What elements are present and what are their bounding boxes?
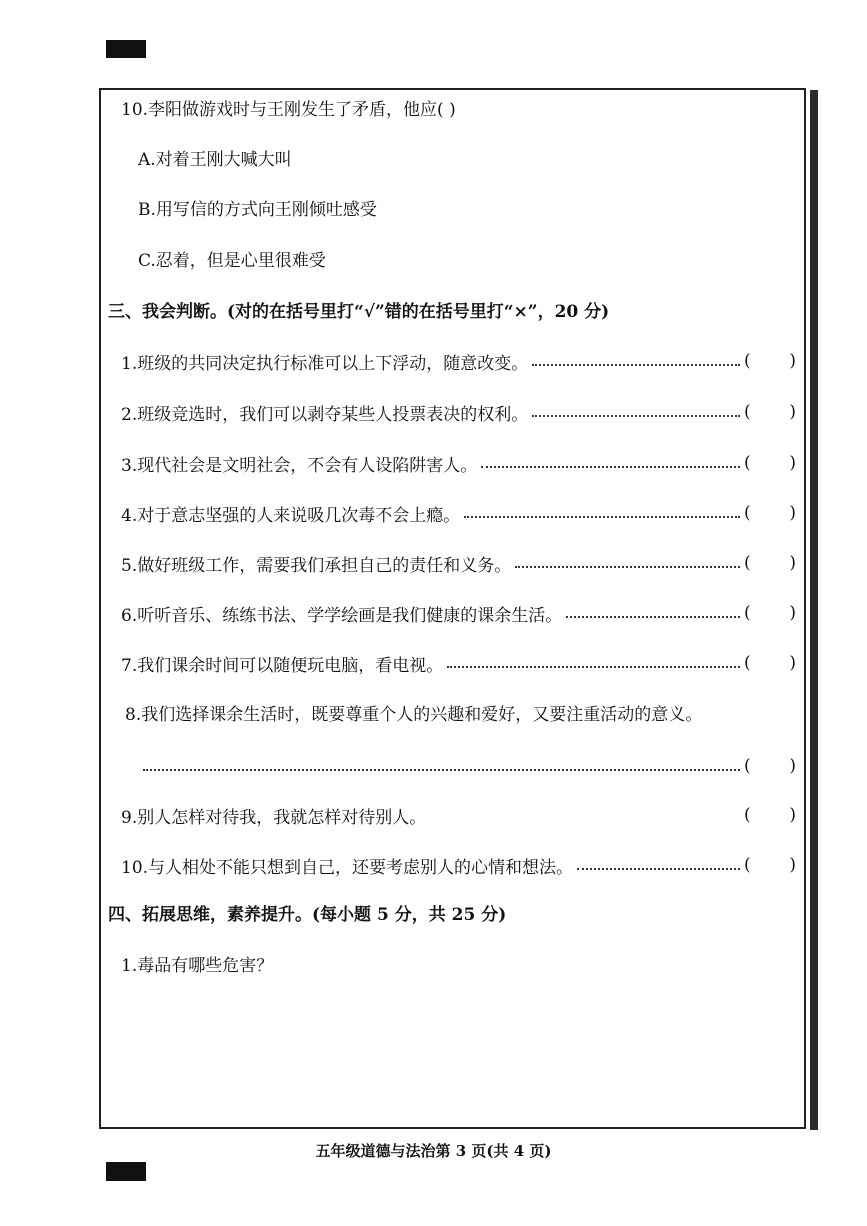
section-4-question-1: 1.毒品有哪些危害？ (121, 956, 274, 976)
judge-item-6 (121, 601, 796, 625)
judge-item-9 (121, 803, 796, 827)
leader-dots (532, 415, 740, 417)
answer-parentheses[interactable]: ( ) (744, 453, 796, 473)
leader-dots (532, 364, 740, 366)
leader-dots (577, 868, 740, 870)
answer-parentheses[interactable]: ( ) (744, 351, 796, 371)
answer-parentheses[interactable]: ( ) (744, 402, 796, 422)
judge-item-8-text: 8.我们选择课余生活时，既要尊重个人的兴趣和爱好，又要注重活动的意义。 (125, 705, 703, 725)
judge-item-text: 6.听听音乐、练练书法、学学绘画是我们健康的课余生活。 (121, 605, 563, 626)
answer-parentheses[interactable]: ( ) (744, 603, 796, 623)
leader-dots (515, 566, 740, 568)
judge-item-text: 4.对于意志坚强的人来说吸几次毒不会上瘾。 (121, 505, 461, 526)
leader-dots (143, 769, 740, 771)
leader-dots (464, 516, 740, 518)
judge-item-4 (121, 501, 796, 525)
registration-mark-bottom (106, 1162, 146, 1181)
judge-item-text: 10.与人相处不能只想到自己，还要考虑别人的心情和想法。 (121, 857, 574, 878)
answer-parentheses[interactable]: ( ) (744, 855, 796, 875)
question-10-stem: 10.李阳做游戏时与王刚发生了矛盾，他应( ) (121, 100, 456, 120)
registration-mark-top (106, 40, 146, 58)
judge-item-8-answer (143, 754, 796, 778)
answer-parentheses[interactable]: ( ) (744, 653, 796, 673)
leader-blank (430, 818, 740, 820)
judge-item-text: 2.班级竞选时，我们可以剥夺某些人投票表决的权利。 (121, 404, 529, 425)
judge-item-10 (121, 853, 796, 877)
question-10-option-a: A.对着王刚大喊大叫 (138, 150, 292, 170)
answer-parentheses[interactable]: ( ) (744, 503, 796, 523)
judge-item-1 (121, 349, 796, 373)
judge-item-text: 1.班级的共同决定执行标准可以上下浮动，随意改变。 (121, 353, 529, 374)
judge-item-5 (121, 551, 796, 575)
question-10-option-b: B.用写信的方式向王刚倾吐感受 (138, 200, 377, 220)
page-footer: 五年级道德与法治第 3 页(共 4 页) (315, 1142, 552, 1160)
judge-item-text: 3.现代社会是文明社会，不会有人设陷阱害人。 (121, 455, 478, 476)
judge-item-3 (121, 451, 796, 475)
answer-parentheses[interactable]: ( ) (744, 553, 796, 573)
judge-item-7 (121, 651, 796, 675)
section-3-title: 三、我会判断。(对的在括号里打“√”错的在括号里打“×”，20 分) (108, 302, 610, 322)
judge-item-text: 5.做好班级工作，需要我们承担自己的责任和义务。 (121, 555, 512, 576)
answer-parentheses[interactable]: ( ) (744, 756, 796, 776)
answer-parentheses[interactable]: ( ) (744, 805, 796, 825)
judge-item-2 (121, 400, 796, 424)
leader-dots (481, 466, 740, 468)
scan-edge-shadow (810, 90, 818, 1130)
judge-item-text: 9.别人怎样对待我，我就怎样对待别人。 (121, 807, 427, 828)
section-4-title: 四、拓展思维，素养提升。(每小题 5 分，共 25 分) (108, 905, 507, 925)
judge-item-text: 7.我们课余时间可以随便玩电脑，看电视。 (121, 655, 444, 676)
question-10-option-c: C.忍着，但是心里很难受 (138, 251, 326, 271)
leader-dots (566, 616, 740, 618)
leader-dots (447, 666, 740, 668)
